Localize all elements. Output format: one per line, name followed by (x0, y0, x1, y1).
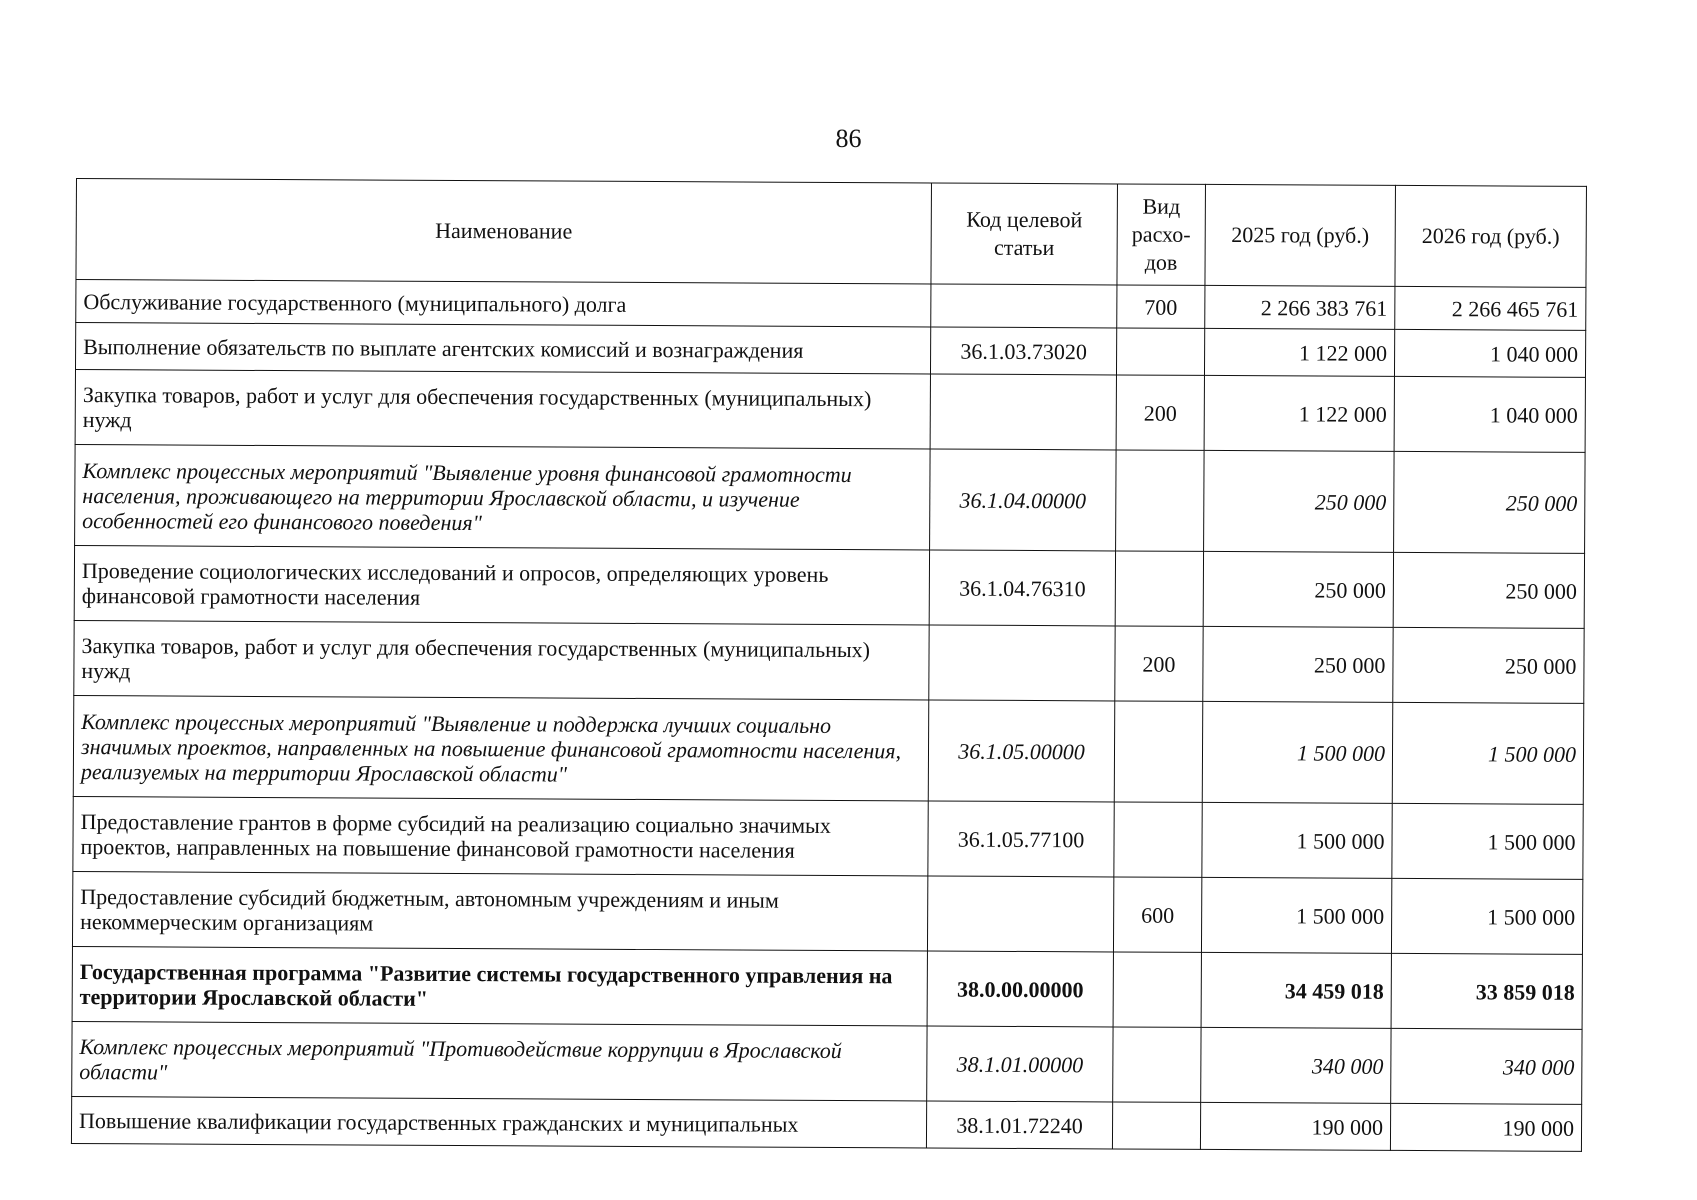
row-2026: 250 000 (1394, 451, 1586, 553)
row-expense-type (1112, 1102, 1200, 1149)
row-name: Повышение квалификации государственных гражданских и муниципальных (71, 1096, 926, 1147)
row-name: Комплекс процессных мероприятий "Выявление уровня финансовой грамотности населения, проживающего на территории Ярославской области, и изучение особенностей его финансового поведения" (75, 444, 931, 549)
row-expense-type (1114, 701, 1203, 802)
row-2025: 250 000 (1203, 626, 1393, 702)
row-2026: 33 859 018 (1391, 953, 1582, 1029)
row-code: 36.1.04.00000 (930, 449, 1117, 551)
table-row (72, 1021, 1582, 1104)
row-code (931, 284, 1117, 328)
header-2025: 2025 год (руб.) (1205, 184, 1396, 286)
header-code: Код целевой статьи (931, 183, 1118, 285)
table-row (74, 545, 1584, 628)
table-row (75, 444, 1586, 553)
row-2025: 340 000 (1201, 1027, 1391, 1103)
header-2026: 2026 год (руб.) (1395, 185, 1587, 287)
row-code: 36.1.04.76310 (929, 550, 1115, 626)
row-name: Закупка товаров, работ и услуг для обеспечения государственных (муниципальных) нужд (74, 620, 929, 699)
row-expense-type: 700 (1117, 285, 1205, 328)
row-name: Комплекс процессных мероприятий "Противодействие коррупции в Ярославской области" (72, 1021, 927, 1100)
row-code (929, 625, 1115, 701)
row-name: Государственная программа "Развитие системы государственного управления на территории Ярославской области" (72, 946, 927, 1025)
row-2025: 2 266 383 761 (1205, 285, 1395, 329)
row-expense-type (1116, 328, 1204, 375)
row-2025: 250 000 (1203, 551, 1393, 627)
row-code (927, 876, 1113, 952)
row-2026: 1 040 000 (1394, 376, 1585, 452)
row-2026: 190 000 (1390, 1103, 1581, 1151)
row-2025: 1 500 000 (1202, 701, 1393, 803)
row-2025: 1 122 000 (1204, 375, 1394, 451)
row-2026: 340 000 (1391, 1028, 1582, 1104)
row-name: Комплекс процессных мероприятий "Выявление и поддержка лучших социально значимых проектов, направленных на повышение финансовой грамотности населения, реализуемых на территории Ярославской области" (73, 695, 929, 800)
row-2026: 1 500 000 (1391, 878, 1582, 954)
row-expense-type (1116, 450, 1205, 551)
row-expense-type (1115, 551, 1203, 626)
table-row (74, 620, 1584, 703)
row-2026: 1 500 000 (1392, 702, 1584, 804)
row-2026: 250 000 (1393, 552, 1584, 628)
row-code: 38.0.00.00000 (927, 951, 1113, 1027)
row-code: 36.1.03.73020 (930, 327, 1116, 375)
row-name: Выполнение обязательств по выплате агентских комиссий и вознаграждения (75, 323, 930, 374)
row-expense-type (1114, 802, 1202, 877)
row-code (930, 374, 1116, 450)
table-row (75, 370, 1585, 453)
table-row (73, 796, 1583, 879)
row-name: Предоставление субсидий бюджетным, автономным учреждениям и иным некоммерческим организациям (72, 871, 927, 950)
table-header-row (76, 179, 1587, 288)
row-expense-type: 600 (1113, 877, 1201, 952)
row-2025: 1 122 000 (1204, 328, 1394, 376)
row-2025: 190 000 (1200, 1102, 1390, 1150)
row-code: 38.1.01.72240 (926, 1101, 1112, 1149)
row-expense-type: 200 (1116, 375, 1204, 450)
row-code: 36.1.05.00000 (928, 700, 1115, 802)
row-code: 38.1.01.00000 (927, 1026, 1113, 1102)
table-row (75, 323, 1585, 378)
row-2026: 1 500 000 (1392, 803, 1583, 879)
row-name: Обслуживание государственного (муниципального) долга (76, 280, 931, 327)
table-row (73, 695, 1584, 804)
table-row (71, 1096, 1581, 1151)
row-expense-type (1113, 952, 1201, 1027)
row-name: Проведение социологических исследований и опросов, определяющих уровень финансовой грамотности населения (74, 545, 929, 624)
page-number: 86 (835, 124, 862, 153)
row-2026: 1 040 000 (1394, 329, 1585, 377)
row-name: Предоставление грантов в форме субсидий на реализацию социально значимых проектов, направленных на повышение финансовой грамотности населения (73, 796, 928, 875)
header-name: Наименование (76, 179, 932, 284)
table-row (72, 871, 1582, 954)
row-expense-type: 200 (1115, 626, 1203, 701)
row-2025: 34 459 018 (1201, 952, 1391, 1028)
row-2025: 250 000 (1204, 450, 1395, 552)
row-name: Закупка товаров, работ и услуг для обеспечения государственных (муниципальных) нужд (75, 370, 930, 449)
row-2026: 2 266 465 761 (1395, 286, 1586, 330)
row-2025: 1 500 000 (1201, 877, 1391, 953)
budget-table (71, 178, 1587, 1152)
row-2025: 1 500 000 (1202, 802, 1392, 878)
row-2026: 250 000 (1393, 627, 1584, 703)
row-code: 36.1.05.77100 (928, 801, 1114, 877)
table-row (72, 946, 1582, 1029)
header-expense-type: Вид расхо-дов (1117, 184, 1206, 285)
row-expense-type (1113, 1027, 1201, 1102)
